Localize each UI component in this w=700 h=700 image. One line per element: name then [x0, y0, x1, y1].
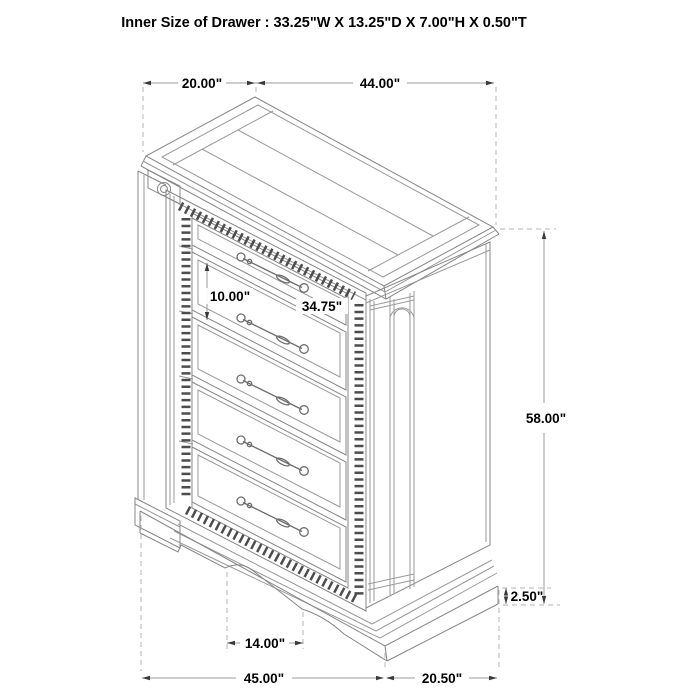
drawer-5: [192, 447, 346, 582]
dim-label-base-height: 2.50": [510, 589, 544, 604]
dim-label-overall-height: 58.00": [525, 411, 567, 426]
diagram-title: Inner Size of Drawer : 33.25"W X 13.25"D X 7.00"H X 0.50"T: [121, 15, 527, 31]
drawer-handle: [237, 314, 308, 353]
extension-lines: [141, 87, 560, 671]
dim-label-leg-opening: 14.00": [244, 636, 286, 651]
drawer-4: [192, 382, 346, 520]
dim-label-drawer-width: 34.75": [301, 299, 343, 314]
drawer-3: [192, 317, 346, 455]
chest-base: [140, 511, 498, 661]
dim-label-top-depth: 20.00": [181, 76, 223, 91]
dim-label-overall-depth: 20.50": [421, 671, 463, 686]
dim-label-drawer-height: 10.00": [209, 289, 251, 304]
dim-label-overall-width: 45.00": [243, 671, 285, 686]
chest-drawing: [135, 97, 499, 661]
right-side-panel: [366, 242, 490, 608]
chest-drawers: [192, 218, 346, 582]
left-pilaster: [135, 170, 180, 548]
drawer-2: [192, 252, 346, 390]
dim-label-top-width: 44.00": [359, 76, 401, 91]
